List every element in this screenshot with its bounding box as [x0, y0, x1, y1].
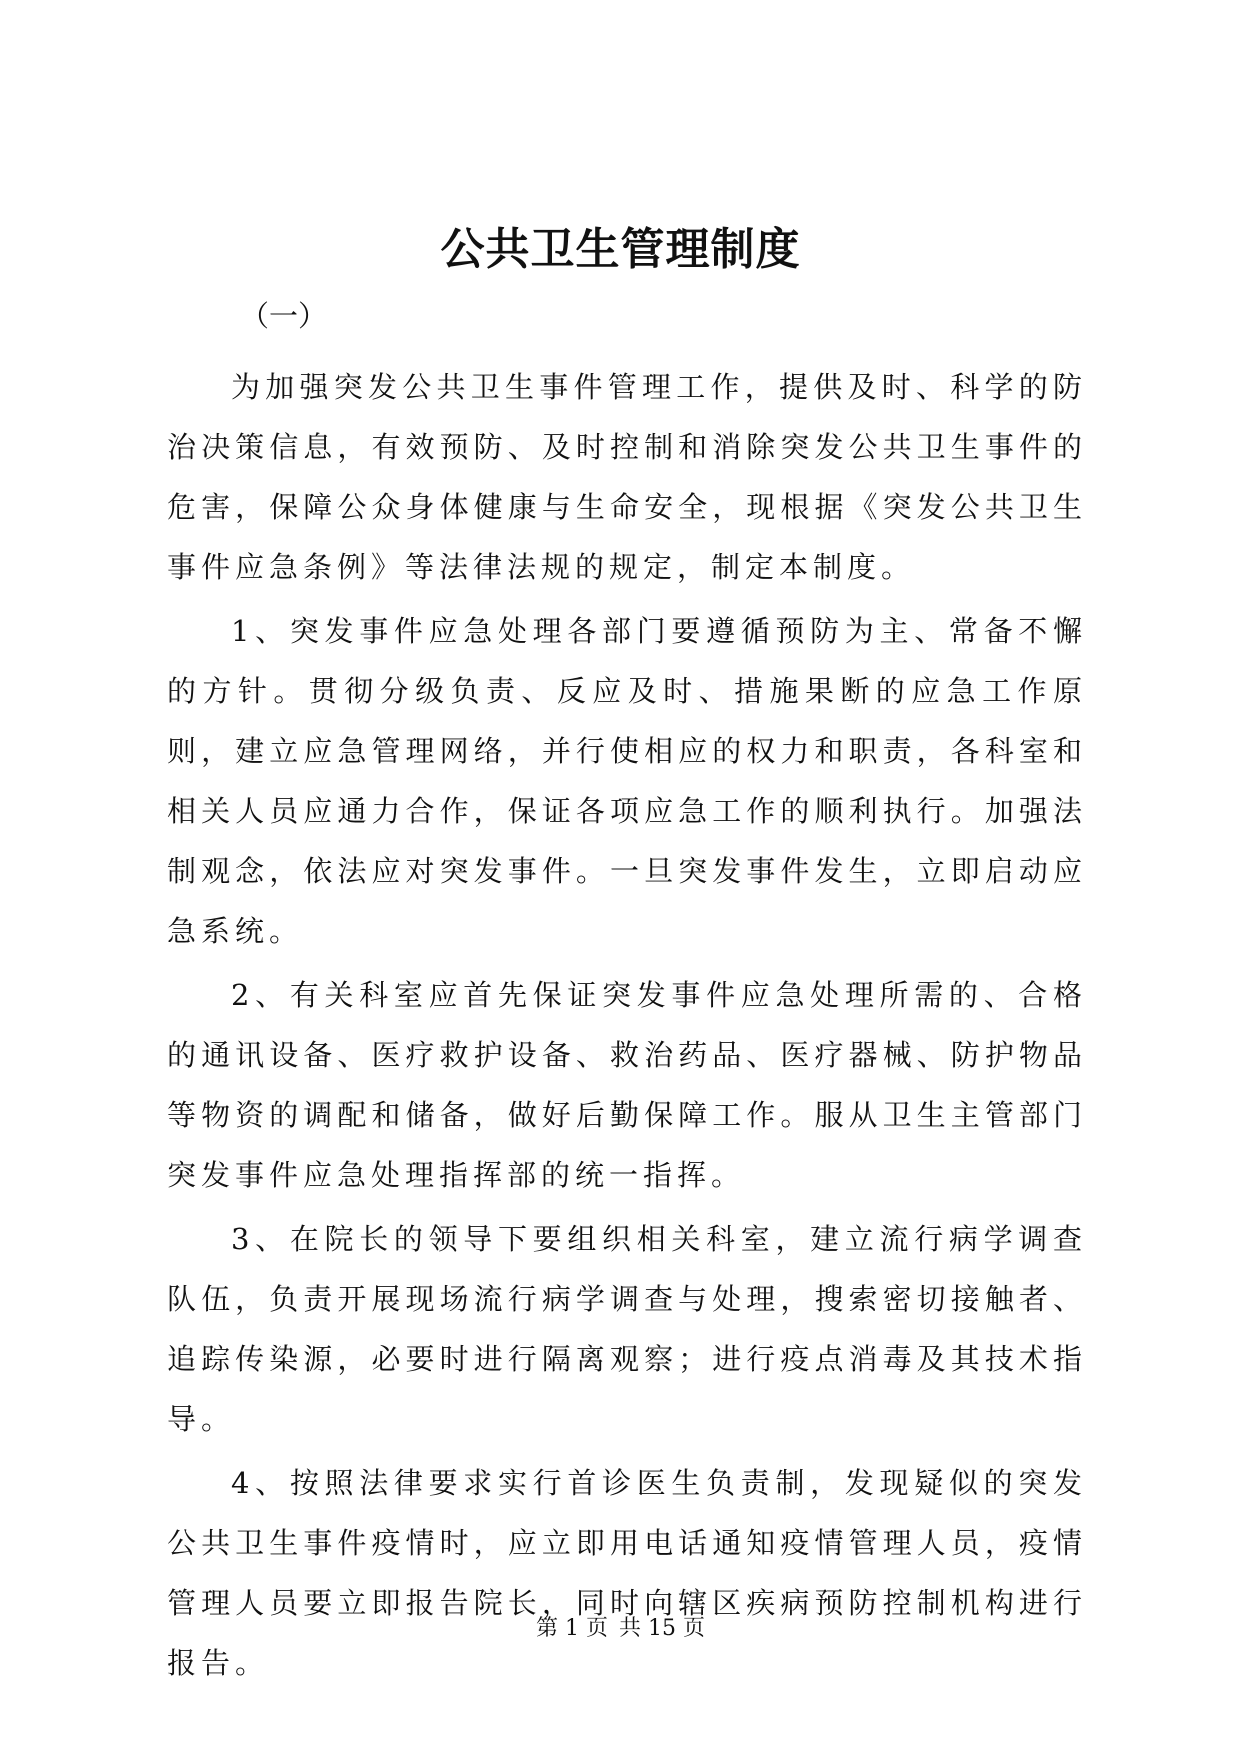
paragraph-intro: 为加强突发公共卫生事件管理工作，提供及时、科学的防治决策信息，有效预防、及时控制和消除突发公共卫生事件的危害，保障公众身体健康与生命安全，现根据《突发公共卫生事件应急条例》等法律法规的规定，制定本制度。: [167, 370, 1087, 584]
paragraph-item-3: 3、在院长的领导下要组织相关科室，建立流行病学调查队伍，负责开展现场流行病学调查与处理，搜索密切接触者、追踪传染源，必要时进行隔离观察；进行疫点消毒及其技术指导。: [167, 1222, 1087, 1436]
section-label: （一）: [240, 299, 328, 333]
paragraph-item-2: 2、有关科室应首先保证突发事件应急处理所需的、合格的通讯设备、医疗救护设备、救治药品、医疗器械、防护物品等物资的调配和储备，做好后勤保障工作。服从卫生主管部门突发事件应急处理指挥部的统一指挥。: [167, 978, 1087, 1192]
current-page-number: 第 1 页: [536, 1616, 608, 1641]
document-body: [167, 357, 1087, 1693]
paragraph-item-4: 4、按照法律要求实行首诊医生负责制，发现疑似的突发公共卫生事件疫情时，应立即用电话通知疫情管理人员，疫情管理人员要立即报告院长，同时向辖区疾病预防控制机构进行报告。: [167, 1466, 1087, 1680]
page-footer: [0, 1614, 1241, 1644]
total-pages: 共 15 页: [619, 1616, 705, 1641]
document-title: 公共卫生管理制度: [440, 224, 801, 275]
paragraph-item-1: 1、突发事件应急处理各部门要遵循预防为主、常备不懈的方针。贯彻分级负责、反应及时、措施果断的应急工作原则，建立应急管理网络，并行使相应的权力和职责，各科室和相关人员应通力合作，保证各项应急工作的顺利执行。加强法制观念，依法应对突发事件。一旦突发事件发生，立即启动应急系统。: [167, 614, 1087, 948]
